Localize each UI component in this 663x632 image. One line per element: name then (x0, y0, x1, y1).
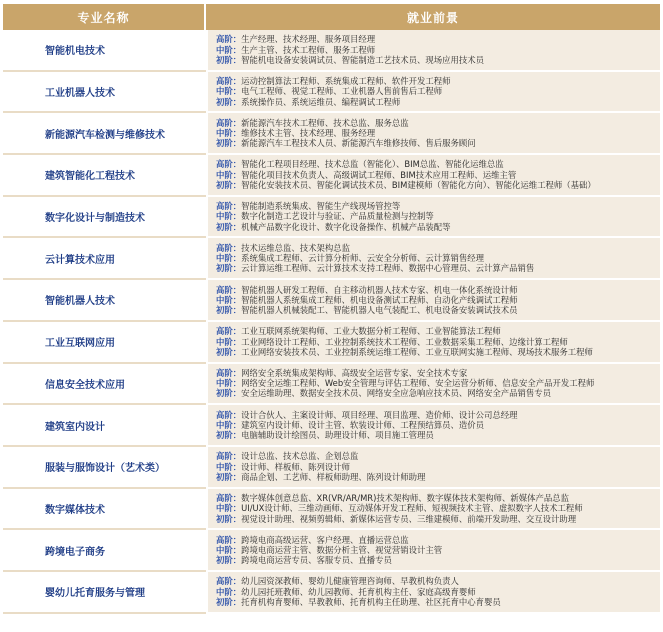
table-row (3, 197, 660, 239)
high-level-line (216, 201, 660, 211)
high-level-text: 智能机器人研发工程师、自主移动机器人技术专家、机电一体化系统设计师 (241, 284, 518, 295)
entry-level-label: 初阶： (216, 471, 242, 482)
table-body (3, 30, 660, 614)
mid-level-text: UI/UX设计师、三维动画师、互动媒体开发工程师、短视频技术主管、虚拟数字人技术工程师 (241, 503, 583, 514)
prospects-cell (206, 405, 660, 447)
entry-level-text: 托育机构育婴师、早教教师、托育机构主任助理、社区托育中心育婴员 (241, 596, 501, 607)
entry-level-text: 视觉设计助理、视频剪辑师、新媒体运营专员、三维建模师、前端开发助理、交互设计助理 (241, 513, 577, 524)
table-row (3, 113, 660, 155)
entry-level-line (216, 263, 660, 273)
high-level-text: 生产经理、技术经理、服务项目经理 (241, 34, 376, 45)
entry-level-text: 智能化安装技术员、智能化调试技术员、BIM建模师（智能化方向）、智能化运维工程师（基础） (241, 180, 596, 191)
high-level-label: 高阶： (216, 367, 242, 378)
entry-level-label: 初阶： (216, 54, 242, 65)
mid-level-line (216, 420, 660, 430)
table-row (3, 322, 660, 364)
high-level-line (216, 76, 660, 86)
entry-level-label: 初阶： (216, 346, 242, 357)
career-prospects-table (3, 4, 660, 614)
major-name: 新能源汽车检测与维修技术 (3, 113, 206, 155)
mid-level-label: 中阶： (216, 169, 242, 180)
mid-level-line (216, 545, 660, 555)
high-level-label: 高阶： (216, 409, 242, 420)
entry-level-line (216, 472, 660, 482)
entry-level-label: 初阶： (216, 96, 242, 107)
high-level-line (216, 451, 660, 461)
table-row (3, 572, 660, 614)
high-level-label: 高阶： (216, 284, 242, 295)
entry-level-text: 机械产品数字化设计、数字化设备操作、机械产品装配等 (241, 221, 451, 232)
mid-level-line (216, 86, 660, 96)
entry-level-text: 云计算运维工程师、云计算技术支持工程师、数据中心管理员、云计算产品销售 (241, 263, 535, 274)
entry-level-label: 初阶： (216, 430, 242, 441)
major-name: 工业互联网应用 (3, 322, 206, 364)
header-prospects: 就业前景 (206, 4, 660, 30)
mid-level-label: 中阶： (216, 253, 242, 264)
mid-level-line (216, 503, 660, 513)
high-level-text: 网络安全系统集成架构师、高级安全运营专家、安全技术专家 (241, 367, 468, 378)
high-level-label: 高阶： (216, 76, 242, 87)
high-level-text: 设计总监、技术总监、企划总监 (241, 451, 359, 462)
entry-level-line (216, 180, 660, 190)
table-row (3, 280, 660, 322)
mid-level-text: 设计师、样板师、陈列设计师 (241, 461, 350, 472)
entry-level-label: 初阶： (216, 305, 242, 316)
mid-level-text: 建筑室内设计师、设计主管、软装设计师、工程预结算员、造价员 (241, 419, 484, 430)
high-level-text: 新能源汽车技术工程师、技术总监、服务总监 (241, 117, 409, 128)
entry-level-text: 智能机器人机械装配工、智能机器人电气装配工、机电设备安装调试技术员 (241, 305, 518, 316)
mid-level-text: 数字化制造工艺设计与验证、产品质量检测与控制等 (241, 211, 434, 222)
high-level-text: 工业互联网系统架构师、工业大数据分析工程师、工业智能算法工程师 (241, 326, 501, 337)
entry-level-label: 初阶： (216, 513, 242, 524)
mid-level-text: 系统集成工程师、云计算分析师、云安全分析师、云计算销售经理 (241, 253, 484, 264)
major-name: 建筑室内设计 (3, 405, 206, 447)
high-level-label: 高阶： (216, 492, 242, 503)
entry-level-text: 系统操作员、系统运维员、编程调试工程师 (241, 96, 401, 107)
mid-level-line (216, 45, 660, 55)
prospects-cell (206, 364, 660, 406)
high-level-line (216, 326, 660, 336)
entry-level-line (216, 222, 660, 232)
major-name: 信息安全技术应用 (3, 364, 206, 406)
entry-level-line (216, 597, 660, 607)
entry-level-label: 初阶： (216, 263, 242, 274)
table-row (3, 30, 660, 72)
high-level-text: 智能化工程项目经理、技术总监（智能化）、BIM总监、智能化运维总监 (241, 159, 504, 170)
prospects-cell (206, 280, 660, 322)
mid-level-label: 中阶： (216, 503, 242, 514)
mid-level-label: 中阶： (216, 336, 242, 347)
mid-level-text: 幼儿园托班教师、幼儿园教师、托育机构主任、家庭高级育婴师 (241, 586, 476, 597)
high-level-label: 高阶： (216, 534, 242, 545)
mid-level-line (216, 337, 660, 347)
entry-level-line (216, 138, 660, 148)
prospects-cell (206, 238, 660, 280)
mid-level-line (216, 211, 660, 221)
prospects-cell (206, 572, 660, 614)
major-name: 数字化设计与制造技术 (3, 197, 206, 239)
high-level-line (216, 243, 660, 253)
entry-level-label: 初阶： (216, 555, 242, 566)
major-name: 跨境电子商务 (3, 530, 206, 572)
entry-level-label: 初阶： (216, 596, 242, 607)
mid-level-label: 中阶： (216, 211, 242, 222)
entry-level-label: 初阶： (216, 180, 242, 191)
mid-level-label: 中阶： (216, 586, 242, 597)
prospects-cell (206, 155, 660, 197)
mid-level-label: 中阶： (216, 378, 242, 389)
entry-level-text: 商品企划、工艺师、样板师助理、陈列设计师助理 (241, 471, 426, 482)
prospects-cell (206, 447, 660, 489)
major-name: 建筑智能化工程技术 (3, 155, 206, 197)
major-name: 工业机器人技术 (3, 72, 206, 114)
entry-level-text: 工业网络安装技术员、工业控制系统运维工程师、工业互联网实施工程师、现场技术服务工程师 (241, 346, 593, 357)
mid-level-label: 中阶： (216, 544, 242, 555)
entry-level-line (216, 514, 660, 524)
entry-level-text: 安全运维助理、数据安全技术员、网络安全应急响应技术员、网络安全产品销售专员 (241, 388, 551, 399)
mid-level-line (216, 378, 660, 388)
mid-level-label: 中阶： (216, 128, 242, 139)
major-name: 云计算技术应用 (3, 238, 206, 280)
prospects-cell (206, 489, 660, 531)
table-row (3, 72, 660, 114)
high-level-text: 运动控制算法工程师、系统集成工程师、软件开发工程师 (241, 76, 451, 87)
mid-level-text: 智能化项目技术负责人、高级调试工程师、BIM技术应用工程师、运维主管 (241, 169, 517, 180)
major-name: 婴幼儿托育服务与管理 (3, 572, 206, 614)
high-level-label: 高阶： (216, 34, 242, 45)
mid-level-line (216, 587, 660, 597)
high-level-text: 技术运维总监、技术架构总监 (241, 242, 350, 253)
high-level-line (216, 493, 660, 503)
entry-level-text: 智能机电设备安装调试员、智能制造工艺技术员、现场应用技术员 (241, 54, 484, 65)
table-row (3, 530, 660, 572)
entry-level-text: 新能源汽车工程技术人员、新能源汽车维修技师、售后服务顾问 (241, 138, 476, 149)
mid-level-label: 中阶： (216, 294, 242, 305)
entry-level-label: 初阶： (216, 221, 242, 232)
high-level-line (216, 285, 660, 295)
prospects-cell (206, 530, 660, 572)
mid-level-label: 中阶： (216, 461, 242, 472)
entry-level-line (216, 305, 660, 315)
mid-level-text: 工业网络设计工程师、工业控制系统技术工程师、工业数据采集工程师、边缘计算工程师 (241, 336, 568, 347)
high-level-text: 智能制造系统集成、智能生产线现场管控等 (241, 201, 401, 212)
high-level-line (216, 118, 660, 128)
table-row (3, 447, 660, 489)
prospects-cell (206, 197, 660, 239)
table-row (3, 405, 660, 447)
mid-level-label: 中阶： (216, 44, 242, 55)
mid-level-line (216, 128, 660, 138)
entry-level-line (216, 55, 660, 65)
entry-level-line (216, 555, 660, 565)
entry-level-line (216, 388, 660, 398)
major-name: 智能机器人技术 (3, 280, 206, 322)
entry-level-label: 初阶： (216, 138, 242, 149)
high-level-line (216, 576, 660, 586)
mid-level-line (216, 462, 660, 472)
high-level-line (216, 535, 660, 545)
table-header-row (3, 4, 660, 30)
entry-level-text: 电脑辅助设计绘图员、助理设计师、项目施工管理员 (241, 430, 434, 441)
table-row (3, 364, 660, 406)
mid-level-text: 智能机器人系统集成工程师、机电设备测试工程师、自动化产线调试工程师 (241, 294, 518, 305)
high-level-text: 数字媒体创意总监、XR(VR/AR/MR)技术架构师、数字媒体技术架构师、新媒体产品总监 (241, 492, 569, 503)
high-level-text: 跨境电商高级运营、客户经理、直播运营总监 (241, 534, 409, 545)
prospects-cell (206, 72, 660, 114)
high-level-label: 高阶： (216, 117, 242, 128)
entry-level-label: 初阶： (216, 388, 242, 399)
mid-level-text: 网络安全运维工程师、Web安全管理与评估工程师、安全运营分析师、信息安全产品开发工程师 (241, 378, 595, 389)
mid-level-line (216, 295, 660, 305)
mid-level-line (216, 170, 660, 180)
entry-level-line (216, 430, 660, 440)
table-row (3, 238, 660, 280)
high-level-text: 幼儿园资深教师、婴幼儿健康管理咨询师、早教机构负责人 (241, 576, 459, 587)
major-name: 数字媒体技术 (3, 489, 206, 531)
entry-level-line (216, 347, 660, 357)
high-level-line (216, 159, 660, 169)
table-row (3, 155, 660, 197)
high-level-label: 高阶： (216, 326, 242, 337)
high-level-label: 高阶： (216, 451, 242, 462)
prospects-cell (206, 113, 660, 155)
high-level-text: 设计合伙人、主案设计师、项目经理、项目监理、造价师、设计公司总经理 (241, 409, 518, 420)
high-level-line (216, 410, 660, 420)
prospects-cell (206, 30, 660, 72)
high-level-label: 高阶： (216, 201, 242, 212)
high-level-line (216, 34, 660, 44)
mid-level-label: 中阶： (216, 419, 242, 430)
prospects-cell (206, 322, 660, 364)
mid-level-text: 生产主管、技术工程师、服务工程师 (241, 44, 376, 55)
mid-level-text: 跨境电商运营主管、数据分析主管、视觉营销设计主管 (241, 544, 443, 555)
mid-level-text: 维修技术主管、技术经理、服务经理 (241, 128, 376, 139)
high-level-line (216, 368, 660, 378)
major-name: 智能机电技术 (3, 30, 206, 72)
table-row (3, 489, 660, 531)
high-level-label: 高阶： (216, 576, 242, 587)
high-level-label: 高阶： (216, 159, 242, 170)
major-name: 服装与服饰设计（艺术类） (3, 447, 206, 489)
entry-level-text: 跨境电商运营专员、客服专员、直播专员 (241, 555, 392, 566)
high-level-label: 高阶： (216, 242, 242, 253)
entry-level-line (216, 97, 660, 107)
mid-level-line (216, 253, 660, 263)
header-major: 专业名称 (3, 4, 206, 30)
mid-level-label: 中阶： (216, 86, 242, 97)
mid-level-text: 电气工程师、视觉工程师、工业机器人售前售后工程师 (241, 86, 443, 97)
